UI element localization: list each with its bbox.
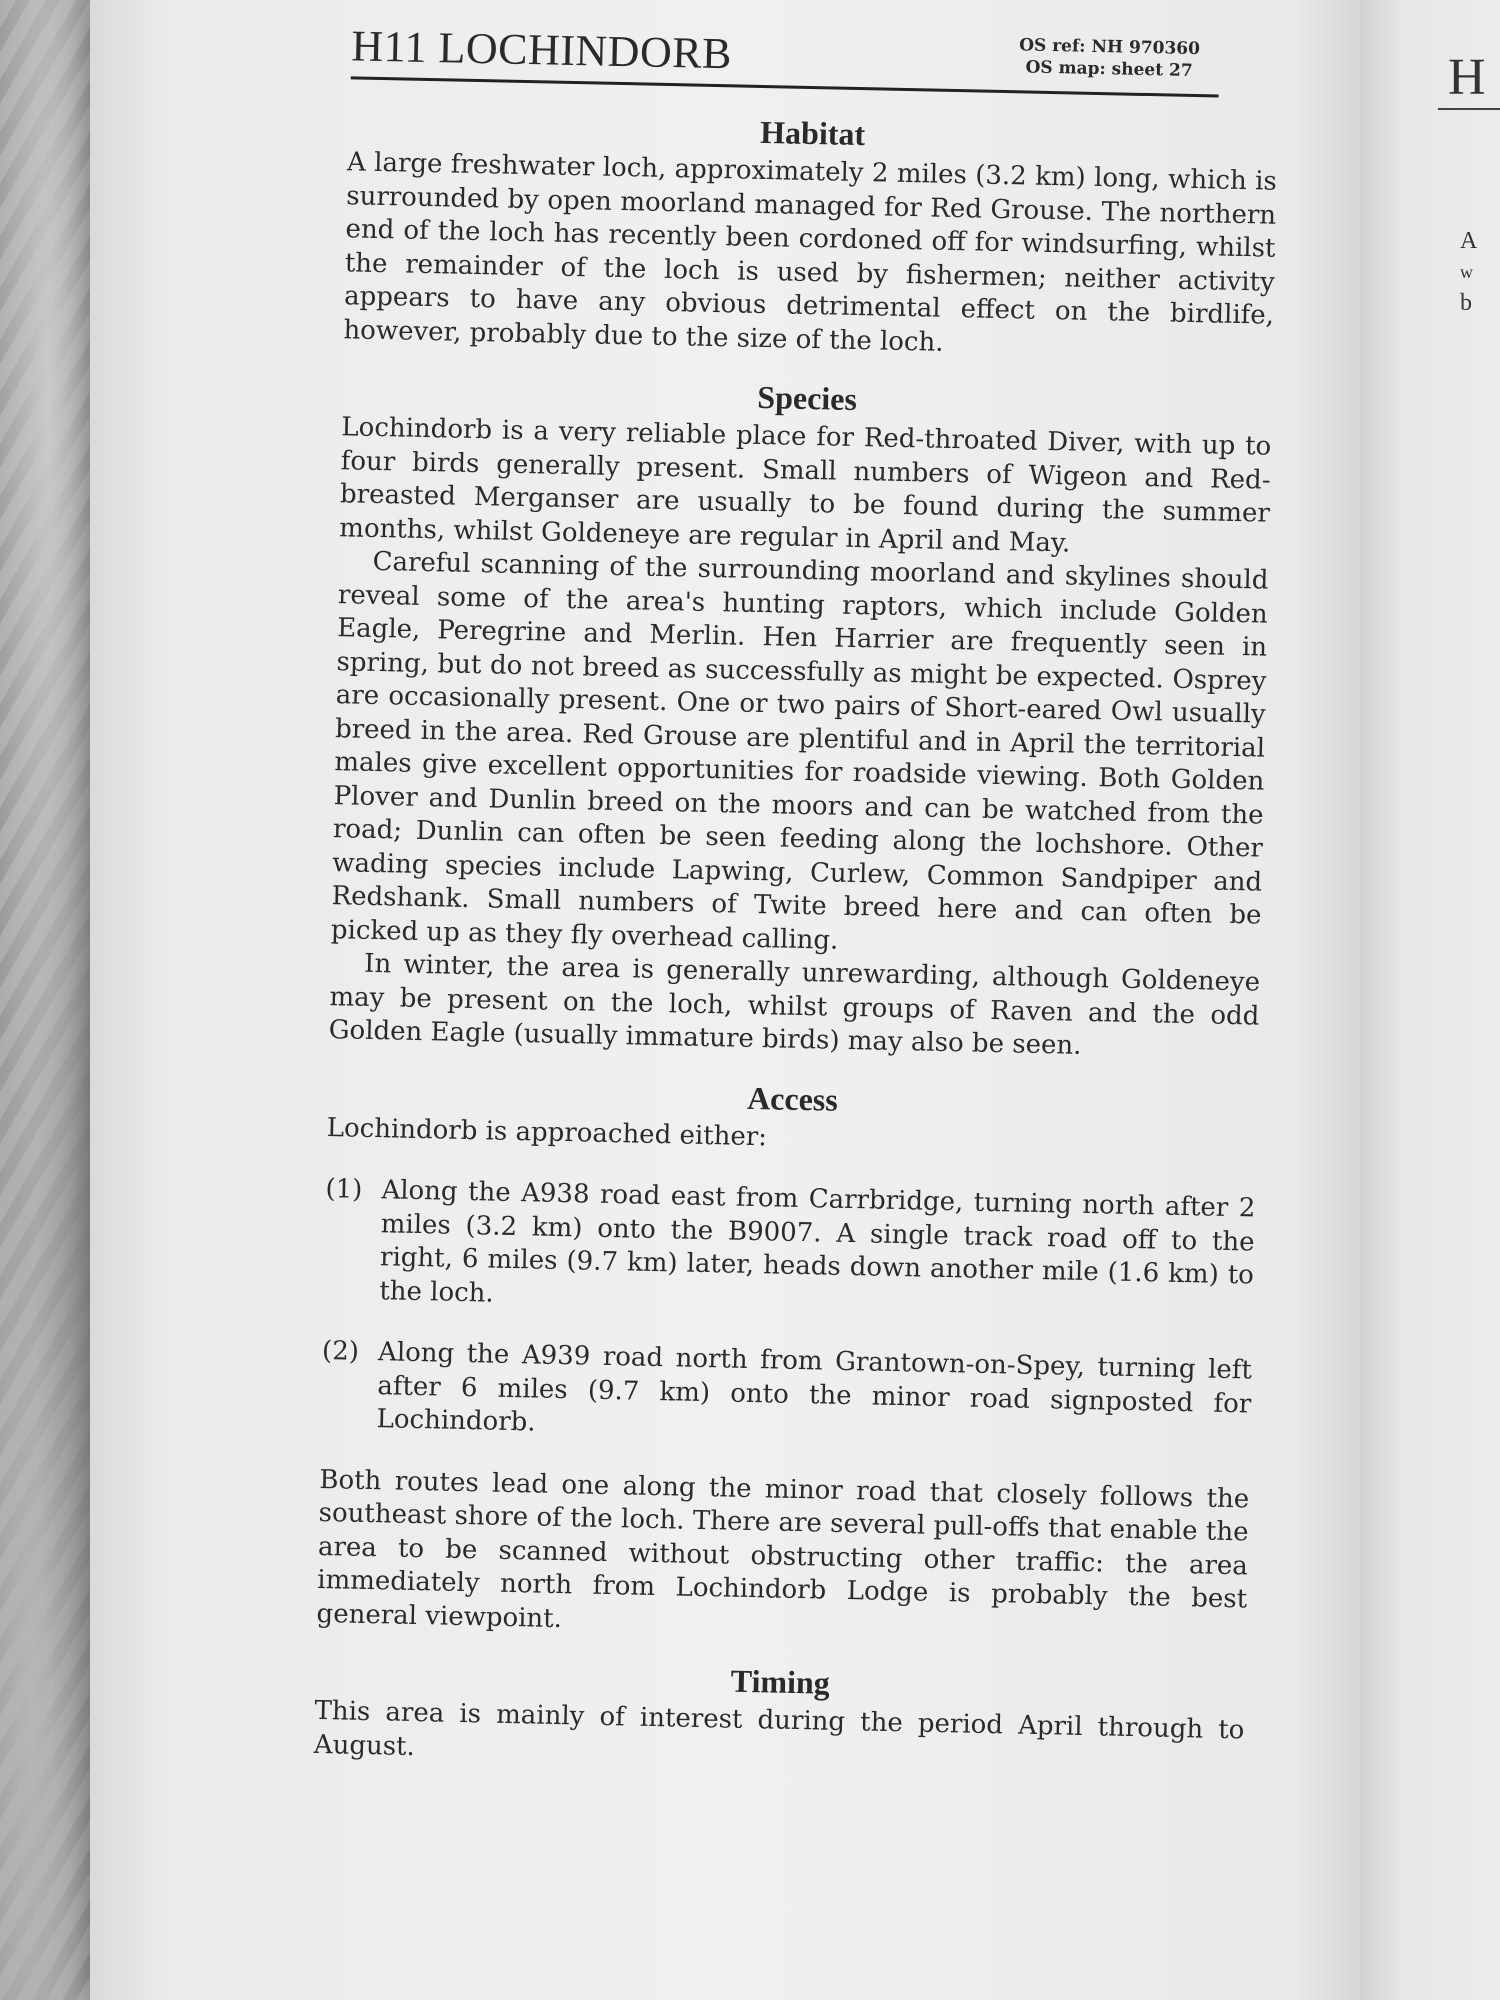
os-ref: OS ref: NH 970360: [1018, 35, 1201, 60]
route-number: (1): [325, 1174, 363, 1205]
facing-page-letter: b: [1460, 290, 1472, 316]
access-route: [320, 1335, 1252, 1455]
route-number: (2): [321, 1336, 360, 1367]
access-section: [316, 1070, 1258, 1651]
timing-heading: Timing: [730, 1662, 831, 1701]
facing-page-rule: [1438, 108, 1500, 110]
book-page: [90, 0, 1370, 2000]
route-text: Along the A938 road east from Carrbridge, turning north after 2 miles (3.2 km) onto the B9007. A single track road off to the right, 6 miles (9.7 km) later, heads down another mile (1.6 km) to the loch.: [379, 1175, 1256, 1309]
habitat-section: [343, 104, 1278, 366]
timing-section: [313, 1653, 1245, 1781]
facing-page-heading: H: [1448, 49, 1486, 106]
os-map: OS map: sheet 27: [1025, 57, 1193, 81]
access-closing: Both routes lead one along the minor road that closely follows the southeast shore of the loch. There are several pull-offs that enable the area to be scanned without obstructing other traffic: the area immediately north from Lochindorb Lodge is probably the best general viewpoint.: [316, 1464, 1250, 1634]
site-title: H11 LOCHINDORB: [350, 21, 733, 79]
timing-text: This area is mainly of interest during the period April through to August.: [313, 1695, 1245, 1762]
facing-page-letter: w: [1460, 262, 1473, 282]
access-intro: Lochindorb is approached either:: [326, 1112, 768, 1152]
species-heading: Species: [757, 378, 858, 417]
access-heading: Access: [746, 1079, 839, 1118]
text-column: [313, 104, 1278, 1781]
route-text: Along the A939 road north from Grantown-on-Spey, turning left after 6 miles (9.7 km) onto the minor road signposted for Lochindorb.: [376, 1337, 1253, 1438]
species-section: [328, 369, 1272, 1067]
facing-page-letter: A: [1460, 228, 1478, 254]
facing-page: [1360, 0, 1500, 2000]
page-content: [204, 18, 1370, 1783]
page-header: [239, 18, 1220, 97]
species-paragraph: Careful scanning of the surrounding moorland and skylines should reveal some of the area's hunting raptors, which include Golden Eagle, Peregrine and Merlin. Hen Harrier are frequently seen in spring, but do not breed as successfully as might be expected. Osprey are occasionally present. One or two pairs of Short-eared Owl usually breed in the area. Red Grouse are plentiful and in April the territorial males give excellent opportunities for roadside viewing. Both Golden Plover and Dunlin breed on the moors and can be watched from the road; Dunlin can often be seen feeding along the lochshore. Other wading species include Lapwing, Curlew, Common Sandpiper and Redshank. Small numbers of Twite breed here and can often be picked up as they fly overhead calling.: [330, 546, 1269, 956]
habitat-heading: Habitat: [759, 113, 866, 153]
species-paragraph: In winter, the area is generally unrewarding, although Goldeneye may be present on the loch, whilst groups of Raven and the odd Golden Eagle (usually immature birds) may also be seen.: [328, 948, 1261, 1061]
species-paragraph: Lochindorb is a very reliable place for Red-throated Diver, with up to four birds generally present. Small numbers of Wigeon and Red-breasted Merganser are usually to be found during the summer months, whilst Goldeneye are regular in April and May.: [339, 412, 1272, 559]
access-route: [323, 1173, 1256, 1326]
habitat-text: A large freshwater loch, approximately 2 miles (3.2 km) long, which is surrounded by open moorland managed for Red Grouse. The northern end of the loch has recently been cordoned off for windsurfing, whilst the remainder of the loch is used by fishermen; neither activity appears to have any obvious detrimental effect on the birdlife, however, probably due to the size of the loch.: [343, 147, 1278, 358]
os-reference: [999, 34, 1220, 83]
